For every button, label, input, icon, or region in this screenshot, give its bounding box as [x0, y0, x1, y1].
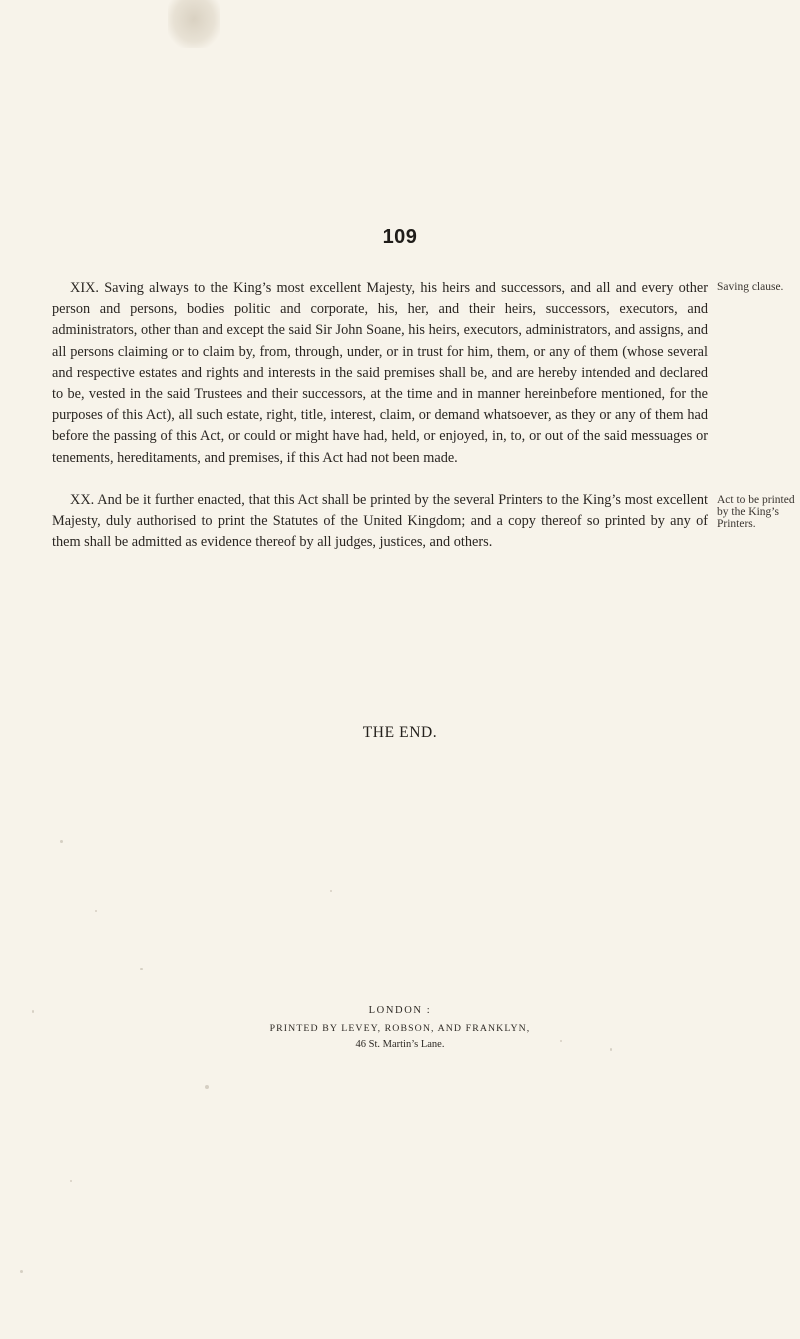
- closing-the-end: THE END.: [362, 724, 438, 741]
- page-number: 109: [382, 226, 418, 248]
- margin-note-kings-printers: Act to be printed by the King’s Printers.: [717, 494, 795, 530]
- paper-speck: [560, 1040, 562, 1042]
- ink-blot-stain: [168, 0, 220, 48]
- paper-speck: [60, 840, 63, 843]
- section-xx-text: XX. And be it further enacted, that this Act shall be printed by the several Printers to the King’s most excellent Majesty, duly authorised to print the Statutes of the United Kingdom; and a copy thereof so printed by any of them shall be admitted as evidence thereof by all judges, justices, and others.: [52, 492, 708, 551]
- section-xix-text: XIX. Saving always to the King’s most excellent Majesty, his heirs and successors, and all and every other person and persons, bodies politic and corporate, his, her, and their heirs, successors, executors, and administrators, other than and except the said Sir John Soane, his heirs, executors, administrators, and assigns, and all persons claiming or to claim by, from, through, under, or in trust for him, them, or any of them (whose several and respective estates and rights and interests in the said premises shall be, and are hereby intended and declared to be, vested in the said Trustees and their successors, at the time and in manner hereinbefore mentioned, for the purposes of this Act), all such estate, right, title, interest, claim, or demand whatsoever, as they or any of them had before the passing of this Act, or could or might have had, held, or enjoyed, in, to, or out of the said messuages or tenements, hereditaments, and premises, if this Act had not been made.: [52, 280, 708, 466]
- paper-speck: [205, 1085, 209, 1089]
- paper-speck: [20, 1270, 23, 1273]
- margin-note-saving-clause: Saving clause.: [717, 281, 784, 293]
- paper-speck: [95, 910, 97, 912]
- paper-speck: [610, 1048, 612, 1051]
- paper-speck: [140, 968, 143, 970]
- paper-speck: [32, 1010, 34, 1013]
- imprint-printers: PRINTED BY LEVEY, ROBSON, AND FRANKLYN,: [269, 1023, 531, 1034]
- paper-speck: [70, 1180, 72, 1182]
- imprint-address: 46 St. Martin’s Lane.: [355, 1039, 445, 1050]
- imprint-city: LONDON :: [368, 1005, 432, 1016]
- paper-speck: [330, 890, 332, 892]
